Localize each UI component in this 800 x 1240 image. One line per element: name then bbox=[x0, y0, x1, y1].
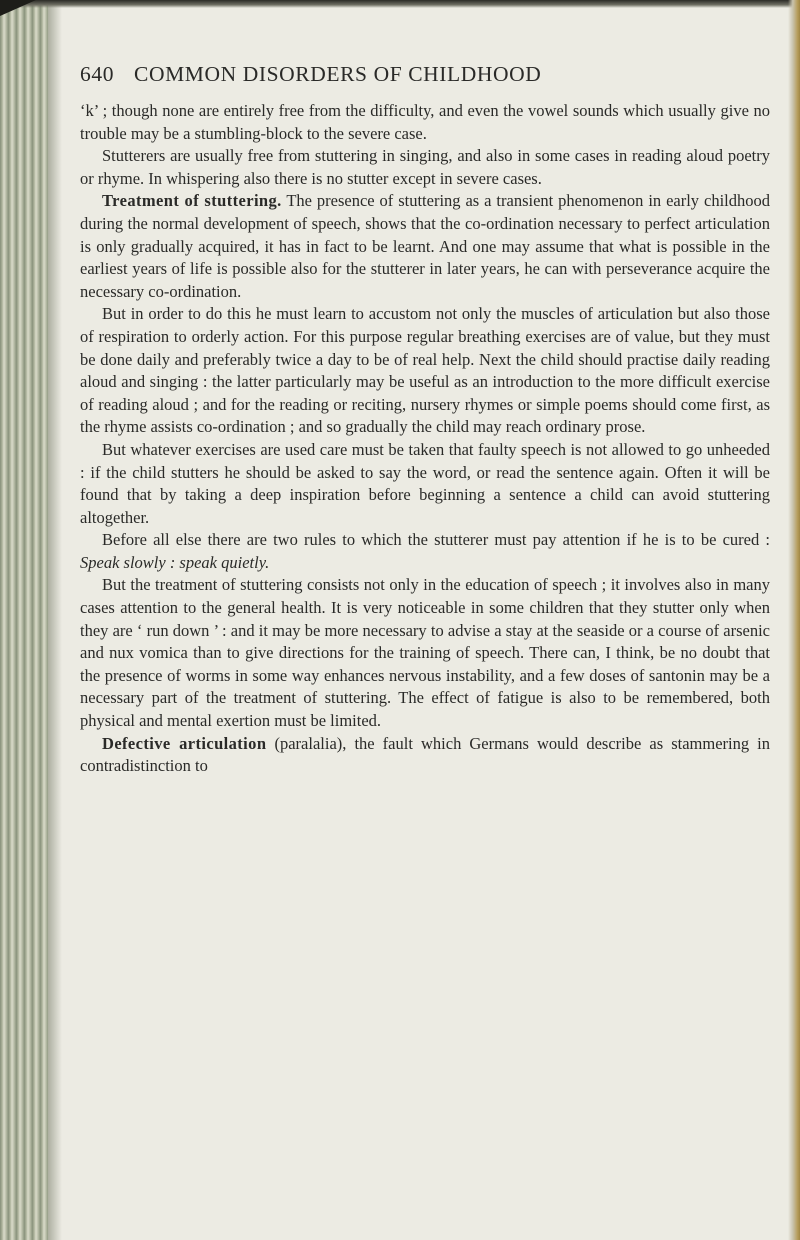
paragraph-2: Stutterers are usually free from stuttering in singing, and also in some cases in reading aloud poetry or rhyme. In whispering also there is no stutter except in severe cases. bbox=[80, 146, 770, 188]
paragraph-4: But in order to do this he must learn to accustom not only the muscles of articulation but also those of respiration to orderly action. For this purpose regular breathing exercises are of value, but they must be done daily and preferably twice a day to be of real help. Next the child should practise daily reading aloud and singing : the latter particularly may be useful as an introduction to the more difficult exercise of reading aloud ; and for the reading or reciting, nursery rhymes or simple poems should come first, as the rhyme assists co-ordination ; and so gradually the child may reach ordinary prose. bbox=[80, 304, 770, 437]
paragraph-6 bbox=[80, 529, 770, 574]
paragraph-1: ‘k’ ; though none are entirely free from the difficulty, and even the vowel sounds which usually give no trouble may be a stumbling-block to the severe case. bbox=[80, 101, 770, 143]
paragraph-7: But the treatment of stuttering consists not only in the education of speech ; it involves also in many cases attention to the general health. It is very noticeable in some children that they stutter only when they are ‘ run down ’ : and it may be more necessary to advise a stay at the seaside or a course of arsenic and nux vomica than to give directions for the training of speech. There can, I think, be no doubt that the presence of worms in some way enhances nervous instability, and a few doses of santonin may be a necessary part of the treatment of stuttering. The effect of fatigue is also to be remembered, both physical and mental exertion must be limited. bbox=[80, 575, 770, 731]
paragraph-3-text: The presence of stuttering as a transient phenomenon in early childhood during the normal development of speech, shows that the co-ordination necessary to perfect articulation is only gradually acquired, it has in fact to be learnt. And one may assume that what is possible in the earliest years of life is possible also for the stutterer in later years, he can with perseverance acquire the necessary co-ordination. bbox=[80, 191, 770, 301]
page-corner bbox=[0, 0, 36, 16]
book-spine-gutter bbox=[0, 0, 48, 1240]
section-heading-treatment: Treatment of stuttering. bbox=[102, 191, 282, 211]
paragraph-3 bbox=[80, 190, 770, 303]
section-heading-defective-articulation: Defective articulation bbox=[102, 733, 267, 753]
paragraph-6-text: Before all else there are two rules to which the stutterer must pay attention if he is to be cured : bbox=[102, 530, 770, 550]
body-text bbox=[80, 100, 770, 778]
page-number: 640 bbox=[80, 62, 115, 86]
running-title: COMMON DISORDERS OF CHILDHOOD bbox=[134, 62, 542, 86]
paragraph-8-text: (paralalia), the fault which Germans would describe as stammering in contradistinction to bbox=[80, 733, 771, 776]
page-right-edge bbox=[788, 0, 800, 1240]
rules-italic: Speak slowly : speak quietly. bbox=[80, 552, 270, 572]
page-header bbox=[80, 62, 770, 98]
page-top-edge bbox=[0, 0, 800, 8]
paragraph-8 bbox=[80, 733, 770, 778]
gutter-shadow bbox=[48, 0, 62, 1240]
paragraph-5: But whatever exercises are used care must be taken that faulty speech is not allowed to go unheeded : if the child stutters he should be asked to say the word, or read the sentence again. Often it will be found that by taking a deep inspiration before beginning a sentence a child can avoid stuttering altogether. bbox=[80, 439, 770, 527]
book-page bbox=[80, 62, 770, 778]
